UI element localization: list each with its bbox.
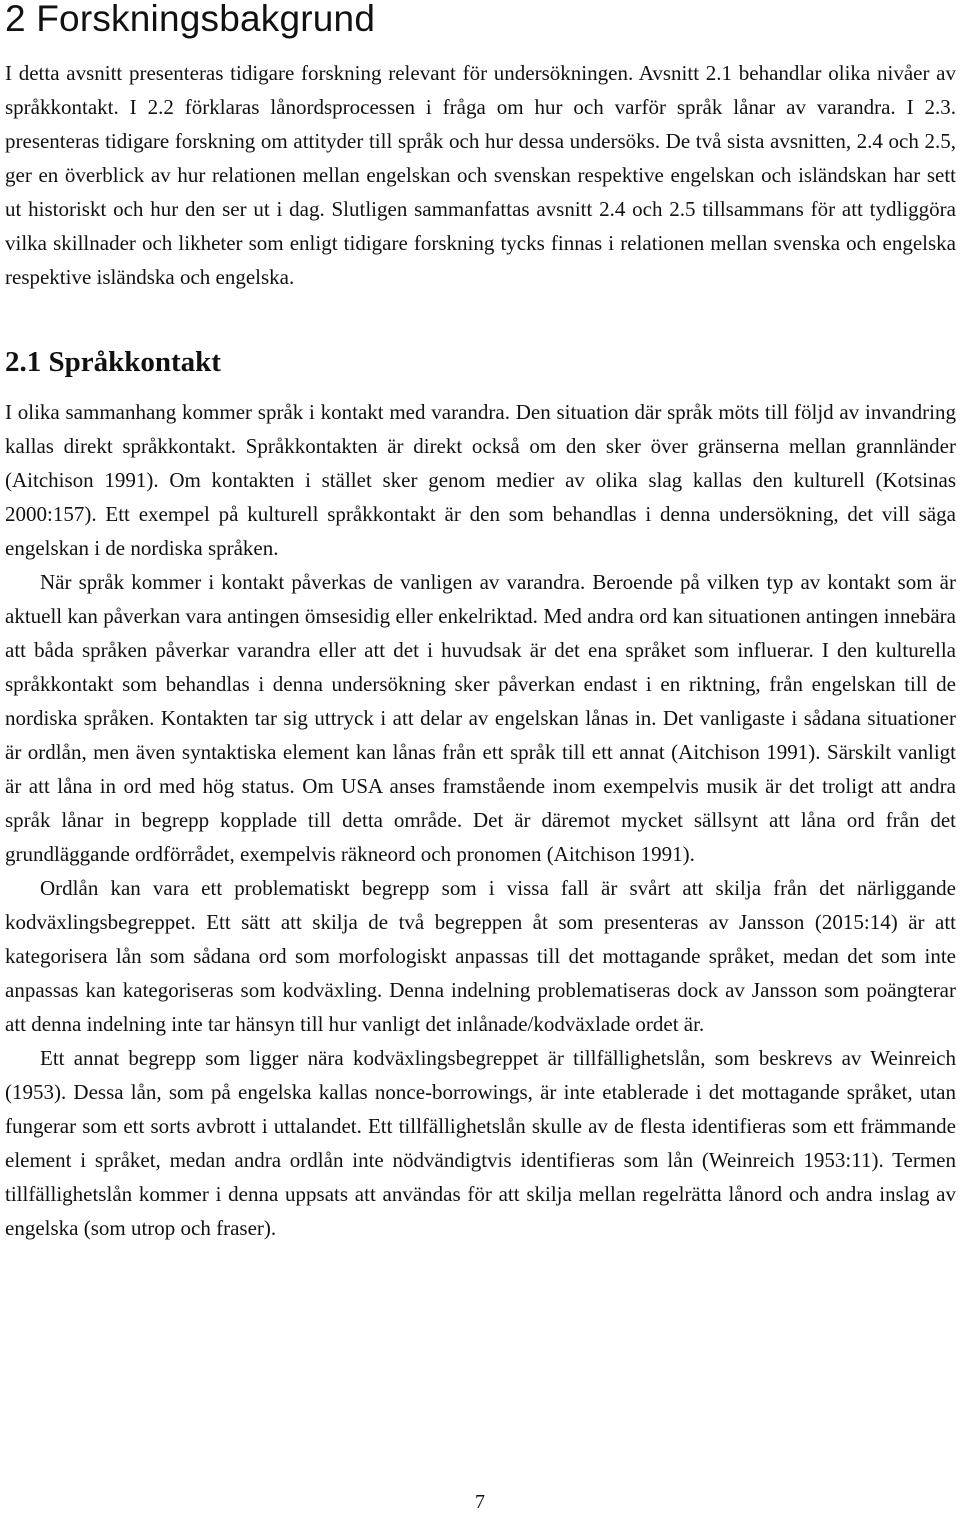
page-number: 7 <box>475 1491 485 1513</box>
intro-paragraph: I detta avsnitt presenteras tidigare forskning relevant för undersökningen. Avsnitt 2.1 behandlar olika nivåer av språkkontakt. I 2.2 förklaras lånordsprocessen i fråga om hur och varför språk lånar av varandra. I 2.3. presenteras tidigare forskning om attityder till språk och hur dessa undersöks. De två sista avsnitten, 2.4 och 2.5, ger en överblick av hur relationen mellan engelskan och svenskan respektive engelskan och isländskan har sett ut historiskt och hur den ser ut i dag. Slutligen sammanfattas avsnitt 2.4 och 2.5 tillsammans för att tydliggöra vilka skillnader och likheter som enligt tidigare forskning tycks finnas i relationen mellan svenska och engelska respektive isländska och engelska. <box>5 61 956 289</box>
section-heading: 2.1 Språkkontakt <box>5 346 221 378</box>
document-page <box>5 0 956 1245</box>
body-paragraph-3: Ordlån kan vara ett problematiskt begrepp som i vissa fall är svårt att skilja från det närliggande kodväxlingsbegreppet. Ett sätt att skilja de två begreppen åt som presenteras av Jansson (2015:14) är att kategorisera lån som sådana ord som morfologiskt anpassas till det mottagande språket, medan det som inte anpassas kan kategoriseras som kodväxling. Denna indelning problematiseras dock av Jansson som poängterar att denna indelning inte tar hänsyn till hur vanligt det inlånade/kodväxlade ordet är. <box>5 876 956 1036</box>
chapter-heading: 2 Forskningsbakgrund <box>5 0 376 39</box>
body-paragraph-4: Ett annat begrepp som ligger nära kodväxlingsbegreppet är tillfällighetslån, som beskrevs av Weinreich (1953). Dessa lån, som på engelska kallas nonce-borrowings, är inte etablerade i det mottagande språket, utan fungerar som ett sorts avbrott i uttalandet. Ett tillfällighetslån skulle av de flesta identifieras som ett främmande element i språket, medan andra ordlån inte nödvändigtvis identifieras som lån (Weinreich 1953:11). Termen tillfällighetslån kommer i denna uppsats att användas för att skilja mellan regelrätta lånord och andra inslag av engelska (som utrop och fraser). <box>5 1046 956 1240</box>
body-paragraph-1: I olika sammanhang kommer språk i kontakt med varandra. Den situation där språk möts till följd av invandring kallas direkt språkkontakt. Språkkontakten är direkt också om den sker över gränserna mellan grannländer (Aitchison 1991). Om kontakten i stället sker genom medier av olika slag kallas den kulturell (Kotsinas 2000:157). Ett exempel på kulturell språkkontakt är den som behandlas i denna undersökning, det vill säga engelskan i de nordiska språken. <box>5 400 956 560</box>
section-body <box>5 395 956 1245</box>
body-paragraph-2: När språk kommer i kontakt påverkas de vanligen av varandra. Beroende på vilken typ av kontakt som är aktuell kan påverkan vara antingen ömsesidig eller enkelriktad. Med andra ord kan situationen antingen innebära att båda språken påverkar varandra eller att det i huvudsak är det ena språket som influerar. I den kulturella språkkontakt som behandlas i denna undersökning sker påverkan endast i en riktning, från engelskan till de nordiska språken. Kontakten tar sig uttryck i att delar av engelskan lånas in. Det vanligaste i sådana situationer är ordlån, men även syntaktiska element kan lånas från ett språk till ett annat (Aitchison 1991). Särskilt vanligt är att låna in ord med hög status. Om USA anses framstående inom exempelvis musik är det troligt att andra språk lånar in begrepp kopplade till detta område. Det är däremot mycket sällsynt att låna ord från det grundläggande ordförrådet, exempelvis räkneord och pronomen (Aitchison 1991). <box>5 570 956 866</box>
